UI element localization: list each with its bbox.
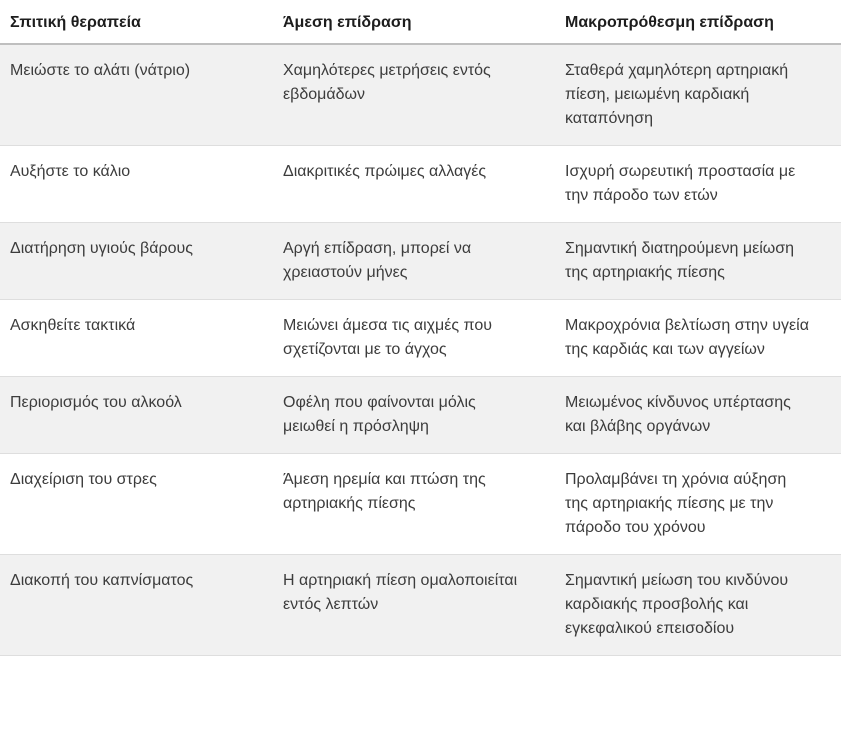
cell-immediate: Αργή επίδραση, μπορεί να χρειαστούν μήνες — [273, 223, 555, 300]
cell-therapy: Διακοπή του καπνίσματος — [0, 555, 273, 656]
cell-long_term: Ισχυρή σωρευτική προστασία με την πάροδο των ετών — [555, 146, 841, 223]
cell-immediate: Διακριτικές πρώιμες αλλαγές — [273, 146, 555, 223]
cell-immediate: Οφέλη που φαίνονται μόλις μειωθεί η πρόσληψη — [273, 377, 555, 454]
cell-long_term: Μειωμένος κίνδυνος υπέρτασης και βλάβης οργάνων — [555, 377, 841, 454]
cell-long_term: Σημαντική μείωση του κινδύνου καρδιακής προσβολής και εγκεφαλικού επεισοδίου — [555, 555, 841, 656]
cell-immediate: Χαμηλότερες μετρήσεις εντός εβδομάδων — [273, 44, 555, 146]
cell-therapy: Αυξήστε το κάλιο — [0, 146, 273, 223]
table-row — [0, 555, 841, 656]
column-header-long_term: Μακροπρόθεσμη επίδραση — [555, 0, 841, 44]
table-body — [0, 44, 841, 656]
table-row — [0, 454, 841, 555]
cell-long_term: Σταθερά χαμηλότερη αρτηριακή πίεση, μειωμένη καρδιακή καταπόνηση — [555, 44, 841, 146]
column-header-therapy: Σπιτική θεραπεία — [0, 0, 273, 44]
cell-therapy: Περιορισμός του αλκοόλ — [0, 377, 273, 454]
cell-therapy: Ασκηθείτε τακτικά — [0, 300, 273, 377]
table-row — [0, 223, 841, 300]
cell-long_term: Μακροχρόνια βελτίωση στην υγεία της καρδιάς και των αγγείων — [555, 300, 841, 377]
table-header — [0, 0, 841, 44]
cell-long_term: Προλαμβάνει τη χρόνια αύξηση της αρτηριακής πίεσης με την πάροδο του χρόνου — [555, 454, 841, 555]
column-header-immediate: Άμεση επίδραση — [273, 0, 555, 44]
table-row — [0, 44, 841, 146]
cell-therapy: Μειώστε το αλάτι (νάτριο) — [0, 44, 273, 146]
cell-long_term: Σημαντική διατηρούμενη μείωση της αρτηριακής πίεσης — [555, 223, 841, 300]
cell-immediate: Μειώνει άμεσα τις αιχμές που σχετίζονται με το άγχος — [273, 300, 555, 377]
cell-immediate: Η αρτηριακή πίεση ομαλοποιείται εντός λεπτών — [273, 555, 555, 656]
cell-therapy: Διαχείριση του στρες — [0, 454, 273, 555]
cell-immediate: Άμεση ηρεμία και πτώση της αρτηριακής πίεσης — [273, 454, 555, 555]
table-row — [0, 146, 841, 223]
cell-therapy: Διατήρηση υγιούς βάρους — [0, 223, 273, 300]
table-row — [0, 377, 841, 454]
table-row — [0, 300, 841, 377]
table-header-row — [0, 0, 841, 44]
